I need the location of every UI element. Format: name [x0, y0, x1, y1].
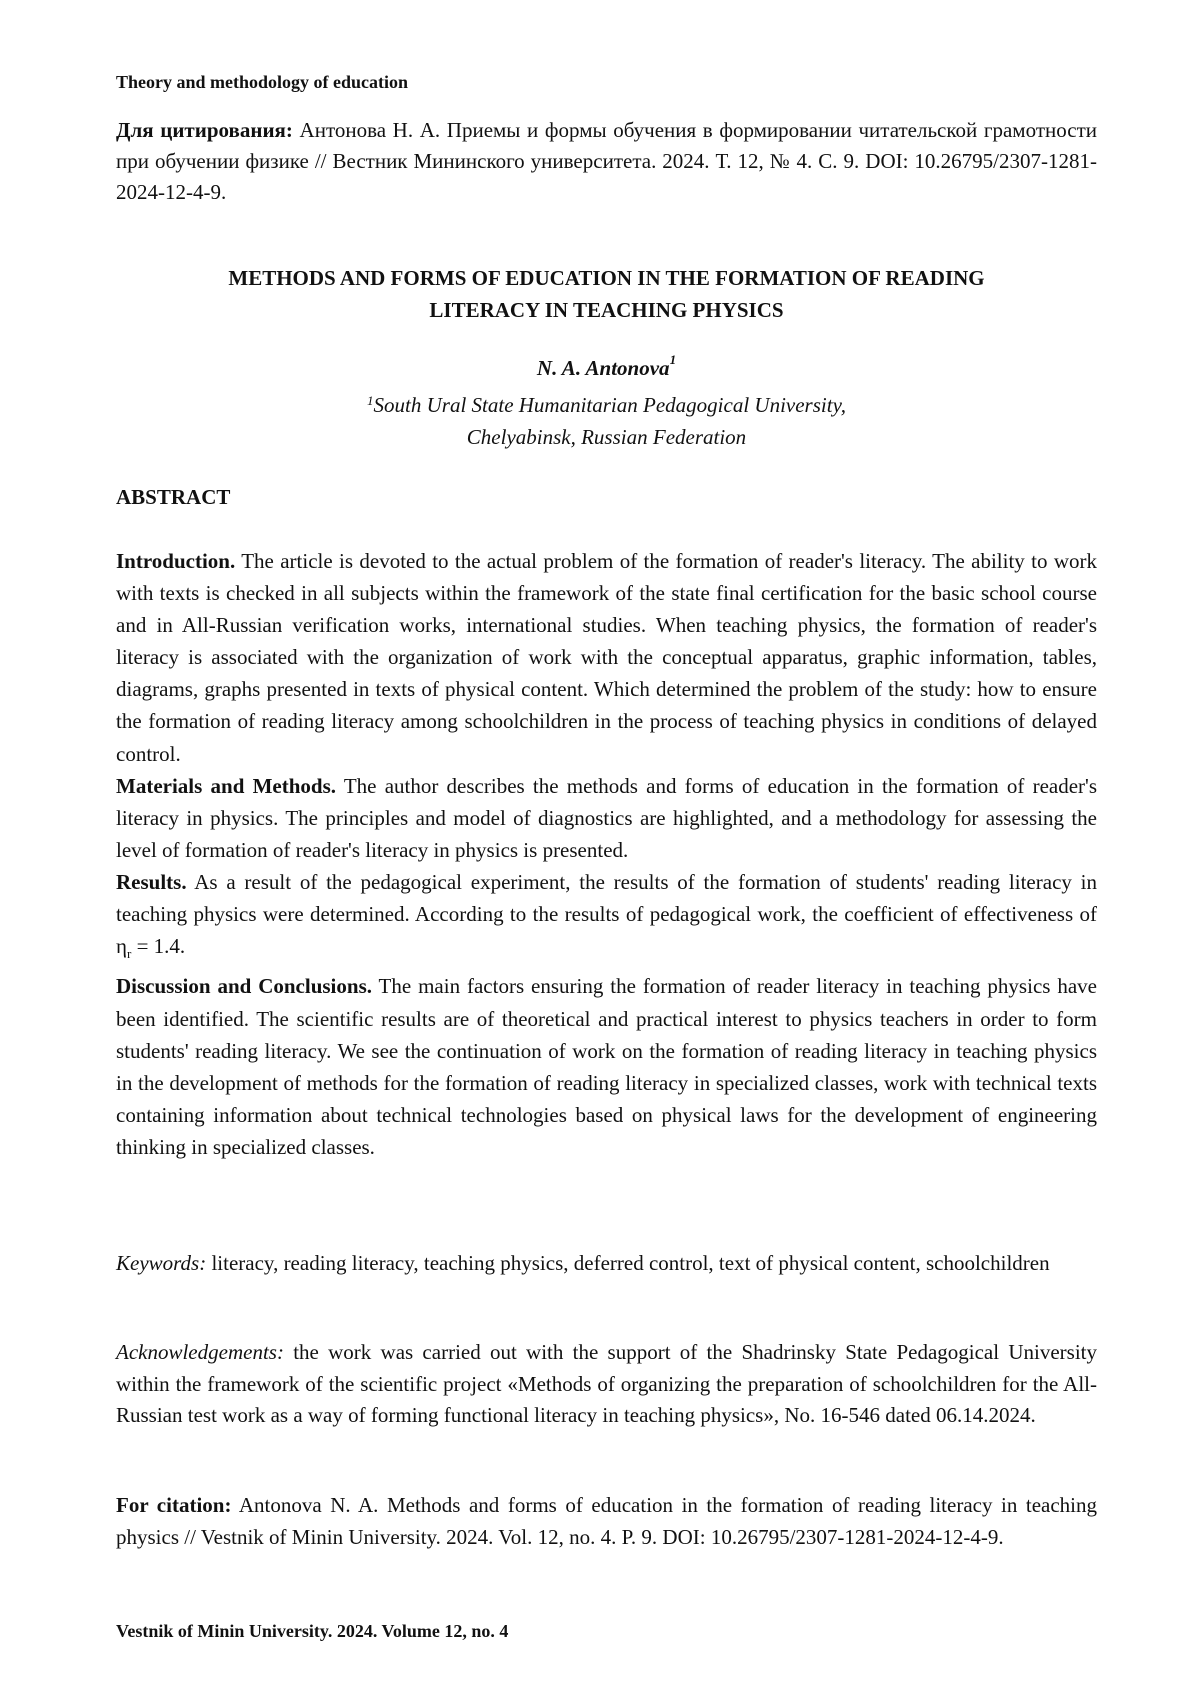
abstract-methods — [116, 770, 1097, 866]
article-title — [116, 262, 1097, 326]
abstract-introduction — [116, 545, 1097, 770]
article-title-line2: LITERACY IN TEACHING PHYSICS — [429, 298, 784, 322]
affiliation-superscript: 1 — [367, 393, 374, 408]
keywords-label: Keywords: — [116, 1251, 207, 1275]
eta-symbol: η — [116, 934, 127, 959]
acknowledgements — [116, 1337, 1097, 1432]
section-header: Theory and methodology of education — [116, 72, 409, 92]
results-text: As a result of the pedagogical experiment, the results of the formation of students' reading literacy in teaching physics were determined. According to the results of pedagogical work, the coefficient of effectiveness of — [116, 869, 1097, 927]
journal-footer: Vestnik of Minin University. 2024. Volume 12, no. 4 — [116, 1621, 509, 1641]
article-title-line1: METHODS AND FORMS OF EDUCATION IN THE FORMATION OF READING — [228, 266, 985, 290]
introduction-text: The article is devoted to the actual problem of the formation of reader's literacy. The ability to work with texts is checked in all subjects within the framework of the state final certification for the basic school course and in All-Russian verification works, international studies. When teaching physics, the formation of reader's literacy is associated with the organization of work with the conceptual apparatus, graphic information, tables, diagrams, graphs presented in texts of physical content. Which determined the problem of the study: how to ensure the formation of reading literacy among schoolchildren in the process of teaching physics in conditions of delayed control. — [116, 549, 1097, 766]
abstract-body — [116, 545, 1097, 1163]
methods-text: The author describes the methods and forms of education in the formation of reader's literacy in physics. The principles and model of diagnostics are highlighted, and a methodology for assessing the level of formation of reader's literacy in physics is presented. — [116, 773, 1097, 862]
author-name — [116, 352, 1097, 381]
citation-english — [116, 1490, 1097, 1553]
author-superscript: 1 — [669, 352, 677, 367]
abstract-results — [116, 866, 1097, 970]
results-value: = 1.4. — [131, 934, 186, 959]
author-name-text: N. A. Antonova — [536, 356, 670, 380]
discussion-text: The main factors ensuring the formation of reader literacy in teaching physics have been identified. The scientific results are of theoretical and practical interest to physics teachers in order to form students' reading literacy. We see the continuation of work on the formation of reading literacy in teaching physics in the development of methods for the formation of reading literacy in specialized classes, work with technical texts containing information about technical technologies based on physical laws for the development of engineering thinking in specialized classes. — [116, 974, 1097, 1159]
author-affiliation — [116, 389, 1097, 453]
methods-label: Materials and Methods. — [116, 773, 336, 798]
introduction-label: Introduction. — [116, 549, 236, 573]
eta-subscript: r — [126, 946, 132, 962]
citation-russian-text: Антонова Н. А. Приемы и формы обучения в формировании читательской грамотности при обучении физике // Вестник Мининского университета. 2024. Т. 12, № 4. С. 9. DOI: 10.26795/2307-1281-2024-12-4-9. — [116, 118, 1097, 204]
acknowledgements-label: Acknowledgements: — [116, 1340, 284, 1364]
keywords-text: literacy, reading literacy, teaching physics, deferred control, text of physical content, schoolchildren — [206, 1251, 1050, 1275]
citation-russian-label: Для цитирования: — [116, 118, 293, 142]
affiliation-line2: Chelyabinsk, Russian Federation — [466, 425, 747, 449]
affiliation-line1: South Ural State Humanitarian Pedagogical University, — [373, 393, 846, 417]
discussion-label: Discussion and Conclusions. — [116, 974, 372, 999]
abstract-discussion — [116, 970, 1097, 1163]
results-label: Results. — [116, 869, 187, 894]
citation-russian — [116, 115, 1097, 208]
citation-english-label: For citation: — [116, 1493, 232, 1517]
acknowledgements-text: the work was carried out with the support of the Shadrinsky State Pedagogical University within the framework of the scientific project «Methods of organizing the preparation of schoolchildren for the All-Russian test work as a way of forming functional literacy in teaching physics», No. 16-546 dated 06.14.2024. — [116, 1340, 1097, 1427]
citation-english-text: Antonova N. A. Methods and forms of education in the formation of reading literacy in teaching physics // Vestnik of Minin University. 2024. Vol. 12, no. 4. P. 9. DOI: 10.26795/2307-1281-2024-12-4-9. — [116, 1493, 1098, 1549]
abstract-heading: ABSTRACT — [116, 485, 231, 509]
keywords — [116, 1248, 1097, 1280]
